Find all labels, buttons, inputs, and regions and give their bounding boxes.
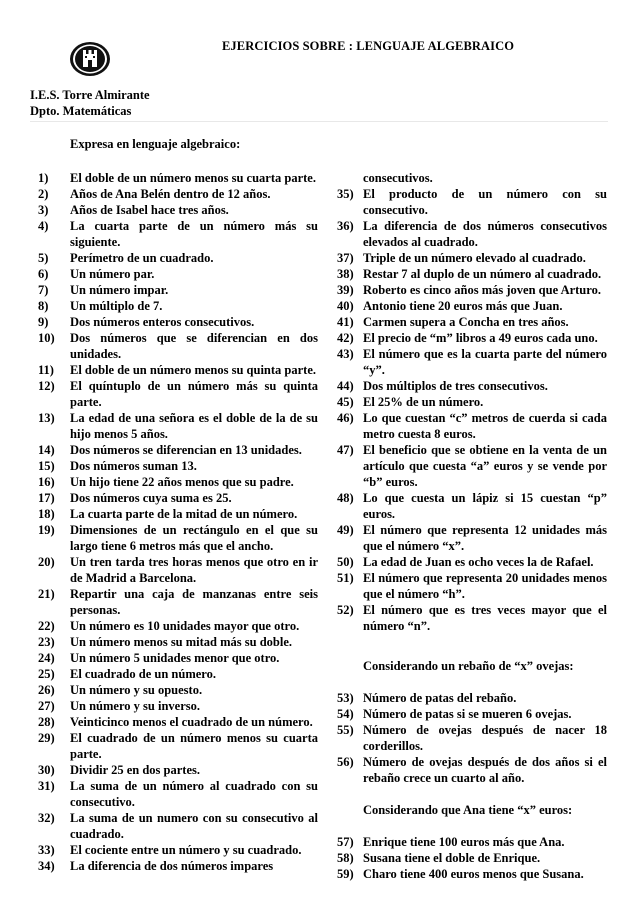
exercise-item (337, 490, 607, 522)
exercise-item (38, 458, 318, 474)
exercise-text: Un múltiplo de 7. (70, 299, 163, 313)
exercise-number: 42) (337, 331, 354, 345)
exercise-item (337, 602, 607, 634)
exercise-text: Un hijo tiene 22 años menos que su padre. (70, 475, 294, 489)
department-name: Dpto. Matemáticas (30, 104, 132, 118)
exercise-item (38, 490, 318, 506)
exercise-number: 38) (337, 267, 354, 281)
exercise-text: La cuarta parte de la mitad de un número. (70, 507, 298, 521)
exercise-item (337, 410, 607, 442)
header-divider (30, 121, 608, 122)
exercise-number: 41) (337, 315, 354, 329)
exercise-number: 3) (38, 203, 49, 217)
exercise-item (337, 570, 607, 602)
sheep-item-list (337, 690, 607, 786)
exercise-number: 48) (337, 491, 354, 505)
castle-shield-icon (68, 40, 112, 78)
exercise-number: 7) (38, 283, 49, 297)
exercise-item (337, 442, 607, 490)
exercise-number: 40) (337, 299, 354, 313)
exercise-text: Repartir una caja de manzanas entre seis personas. (70, 587, 318, 617)
continuation-text: consecutivos. (363, 171, 433, 185)
exercise-item (38, 730, 318, 762)
exercise-item (337, 314, 607, 330)
exercise-item (38, 666, 318, 682)
exercise-text: Dos múltiplos de tres consecutivos. (363, 379, 548, 393)
exercise-text: El quíntuplo de un número más su quinta parte. (70, 379, 318, 409)
exercise-number: 59) (337, 867, 354, 881)
exercise-item (38, 170, 318, 186)
exercise-number: 46) (337, 411, 354, 425)
exercise-number: 32) (38, 811, 55, 825)
exercise-text: Dividir 25 en dos partes. (70, 763, 200, 777)
exercise-text: Un número y su opuesto. (70, 683, 203, 697)
exercise-text: La diferencia de dos números impares (70, 859, 274, 873)
exercise-number: 47) (337, 443, 354, 457)
exercise-text: Un número menos su mitad más su doble. (70, 635, 293, 649)
exercise-item (38, 634, 318, 650)
exercise-number: 44) (337, 379, 354, 393)
exercise-text: Dos números suman 13. (70, 459, 197, 473)
exercise-item (38, 330, 318, 362)
exercise-text: Perímetro de un cuadrado. (70, 251, 214, 265)
exercise-text: El cuadrado de un número. (70, 667, 216, 681)
exercise-item (337, 866, 607, 882)
exercise-item (337, 754, 607, 786)
exercise-item (38, 506, 318, 522)
exercise-text: Susana tiene el doble de Enrique. (363, 851, 541, 865)
left-column (38, 170, 318, 874)
exercise-text: Lo que cuesta un lápiz si 15 cuestan “p” euros. (363, 491, 607, 521)
exercise-text: El número que representa 20 unidades menos que el número “h”. (363, 571, 607, 601)
exercise-number: 23) (38, 635, 55, 649)
exercise-text: El cuadrado de un número menos su cuarta parte. (70, 731, 318, 761)
exercise-text: Carmen supera a Concha en tres años. (363, 315, 569, 329)
exercise-item (337, 218, 607, 250)
exercise-number: 50) (337, 555, 354, 569)
exercise-text: El número que es tres veces mayor que el número “n”. (363, 603, 607, 633)
exercise-text: Número de patas del rebaño. (363, 691, 517, 705)
exercise-item (38, 682, 318, 698)
exercise-item (38, 362, 318, 378)
exercise-text: El cociente entre un número y su cuadrado. (70, 843, 302, 857)
exercise-text: Restar 7 al duplo de un número al cuadrado. (363, 267, 602, 281)
exercise-text: El producto de un número con su consecutivo. (363, 187, 607, 217)
exercise-text: Charo tiene 400 euros menos que Susana. (363, 867, 584, 881)
exercise-number: 55) (337, 723, 354, 737)
exercise-item (38, 586, 318, 618)
exercise-text: Veinticinco menos el cuadrado de un número. (70, 715, 313, 729)
exercise-item (337, 298, 607, 314)
school-name: I.E.S. Torre Almirante (30, 88, 150, 102)
right-item-list (337, 186, 607, 634)
exercise-item (337, 722, 607, 754)
exercise-number: 28) (38, 715, 55, 729)
ana-item-list (337, 834, 607, 882)
exercise-text: Número de patas si se mueren 6 ovejas. (363, 707, 572, 721)
exercise-item (38, 842, 318, 858)
exercise-item (38, 410, 318, 442)
exercise-text: El número que representa 12 unidades más que el número “x”. (363, 523, 607, 553)
exercise-number: 15) (38, 459, 55, 473)
exercise-number: 9) (38, 315, 49, 329)
exercise-number: 4) (38, 219, 49, 233)
exercise-item (337, 186, 607, 218)
exercise-text: El precio de “m” libros a 49 euros cada uno. (363, 331, 598, 345)
exercise-item (337, 394, 607, 410)
exercise-text: Un número par. (70, 267, 155, 281)
exercise-item (38, 618, 318, 634)
exercise-item (38, 314, 318, 330)
exercise-number: 11) (38, 363, 54, 377)
exercise-text: El doble de un número menos su quinta parte. (70, 363, 316, 377)
exercise-number: 49) (337, 523, 354, 537)
exercise-text: El 25% de un número. (363, 395, 484, 409)
exercise-item (38, 554, 318, 586)
exercise-text: Número de ovejas después de dos años si el rebaño crece un cuarto al año. (363, 755, 607, 785)
spacer (337, 634, 607, 658)
exercise-text: La suma de un número al cuadrado con su consecutivo. (70, 779, 318, 809)
exercise-item (38, 218, 318, 250)
exercise-number: 34) (38, 859, 55, 873)
exercise-number: 24) (38, 651, 55, 665)
exercise-item (38, 378, 318, 410)
exercise-number: 5) (38, 251, 49, 265)
exercise-text: Dos números enteros consecutivos. (70, 315, 255, 329)
exercise-item (337, 330, 607, 346)
exercise-item (38, 858, 318, 874)
exercise-number: 14) (38, 443, 55, 457)
exercise-item (337, 554, 607, 570)
exercise-number: 16) (38, 475, 55, 489)
exercise-text: Antonio tiene 20 euros más que Juan. (363, 299, 563, 313)
exercise-item (337, 522, 607, 554)
exercise-text: Roberto es cinco años más joven que Arturo. (363, 283, 601, 297)
exercise-number: 35) (337, 187, 354, 201)
exercise-number: 31) (38, 779, 55, 793)
spacer (337, 786, 607, 802)
exercise-text: La edad de Juan es ocho veces la de Rafael. (363, 555, 594, 569)
spacer (337, 818, 607, 834)
exercise-text: Lo que cuestan “c” metros de cuerda si cada metro cuesta 8 euros. (363, 411, 607, 441)
exercise-number: 12) (38, 379, 55, 393)
exercise-number: 27) (38, 699, 55, 713)
exercise-item (337, 706, 607, 722)
exercise-number: 13) (38, 411, 55, 425)
exercise-text: Un tren tarda tres horas menos que otro en ir de Madrid a Barcelona. (70, 555, 318, 585)
section-heading-sheep: Considerando un rebaño de “x” ovejas: (363, 659, 574, 673)
exercise-text: Número de ovejas después de nacer 18 corderillos. (363, 723, 607, 753)
exercise-item (38, 474, 318, 490)
exercise-number: 39) (337, 283, 354, 297)
exercise-text: El número que es la cuarta parte del número “y”. (363, 347, 607, 377)
exercise-text: Un número impar. (70, 283, 169, 297)
exercise-item (38, 298, 318, 314)
exercise-item (38, 810, 318, 842)
exercise-number: 30) (38, 763, 55, 777)
exercise-text: La cuarta parte de un número más su siguiente. (70, 219, 318, 249)
exercise-text: Enrique tiene 100 euros más que Ana. (363, 835, 565, 849)
exercise-text: Dimensiones de un rectángulo en el que su largo tiene 6 metros más que el ancho. (70, 523, 318, 553)
exercise-item (38, 778, 318, 810)
exercise-number: 26) (38, 683, 55, 697)
exercise-number: 17) (38, 491, 55, 505)
instruction-heading: Expresa en lenguaje algebraico: (70, 137, 241, 151)
exercise-item (38, 442, 318, 458)
exercise-text: Años de Isabel hace tres años. (70, 203, 229, 217)
exercise-text: Dos números se diferencian en 13 unidades. (70, 443, 302, 457)
exercise-text: Un número 5 unidades menor que otro. (70, 651, 280, 665)
exercise-number: 52) (337, 603, 354, 617)
exercise-number: 6) (38, 267, 49, 281)
exercise-item (337, 282, 607, 298)
exercise-item (38, 250, 318, 266)
exercise-number: 22) (38, 619, 55, 633)
exercise-number: 53) (337, 691, 354, 705)
exercise-item (337, 850, 607, 866)
exercise-text: Dos números que se diferencian en dos unidades. (70, 331, 318, 361)
exercise-number: 2) (38, 187, 49, 201)
spacer (337, 674, 607, 690)
exercise-number: 51) (337, 571, 354, 585)
exercise-item (38, 522, 318, 554)
exercise-text: Un número y su inverso. (70, 699, 200, 713)
exercise-number: 58) (337, 851, 354, 865)
section-heading-ana: Considerando que Ana tiene “x” euros: (363, 803, 573, 817)
exercise-number: 18) (38, 507, 55, 521)
exercise-text: El beneficio que se obtiene en la venta de un artículo que cuesta “a” euros y se vende por “b” euros. (363, 443, 607, 489)
school-info (30, 87, 150, 119)
exercise-item (337, 690, 607, 706)
right-column (337, 170, 607, 882)
exercise-text: Un número es 10 unidades mayor que otro. (70, 619, 300, 633)
exercise-number: 54) (337, 707, 354, 721)
exercise-number: 56) (337, 755, 354, 769)
exercise-item (337, 834, 607, 850)
exercise-number: 45) (337, 395, 354, 409)
exercise-item (337, 378, 607, 394)
exercise-item (38, 186, 318, 202)
exercise-number: 21) (38, 587, 55, 601)
exercise-item (38, 714, 318, 730)
exercise-number: 20) (38, 555, 55, 569)
exercise-item (337, 266, 607, 282)
exercise-number: 43) (337, 347, 354, 361)
exercise-item (38, 202, 318, 218)
exercise-number: 37) (337, 251, 354, 265)
exercise-item (38, 762, 318, 778)
exercise-item (38, 650, 318, 666)
exercise-number: 1) (38, 171, 49, 185)
exercise-text: La suma de un numero con su consecutivo al cuadrado. (70, 811, 318, 841)
exercise-number: 33) (38, 843, 55, 857)
exercise-number: 8) (38, 299, 49, 313)
document-title: EJERCICIOS SOBRE : LENGUAJE ALGEBRAICO (222, 39, 515, 53)
exercise-number: 57) (337, 835, 354, 849)
exercise-number: 25) (38, 667, 55, 681)
exercise-text: Triple de un número elevado al cuadrado. (363, 251, 586, 265)
exercise-item (337, 346, 607, 378)
exercise-item (38, 282, 318, 298)
exercise-text: La edad de una señora es el doble de la de su hijo menos 5 años. (70, 411, 318, 441)
exercise-text: La diferencia de dos números consecutivos elevados al cuadrado. (363, 219, 607, 249)
exercise-text: Dos números cuya suma es 25. (70, 491, 232, 505)
exercise-text: Años de Ana Belén dentro de 12 años. (70, 187, 271, 201)
exercise-item (38, 266, 318, 282)
exercise-number: 10) (38, 331, 55, 345)
exercise-item (337, 250, 607, 266)
exercise-number: 19) (38, 523, 55, 537)
exercise-number: 36) (337, 219, 354, 233)
exercise-number: 29) (38, 731, 55, 745)
exercise-text: El doble de un número menos su cuarta parte. (70, 171, 316, 185)
exercise-item (38, 698, 318, 714)
